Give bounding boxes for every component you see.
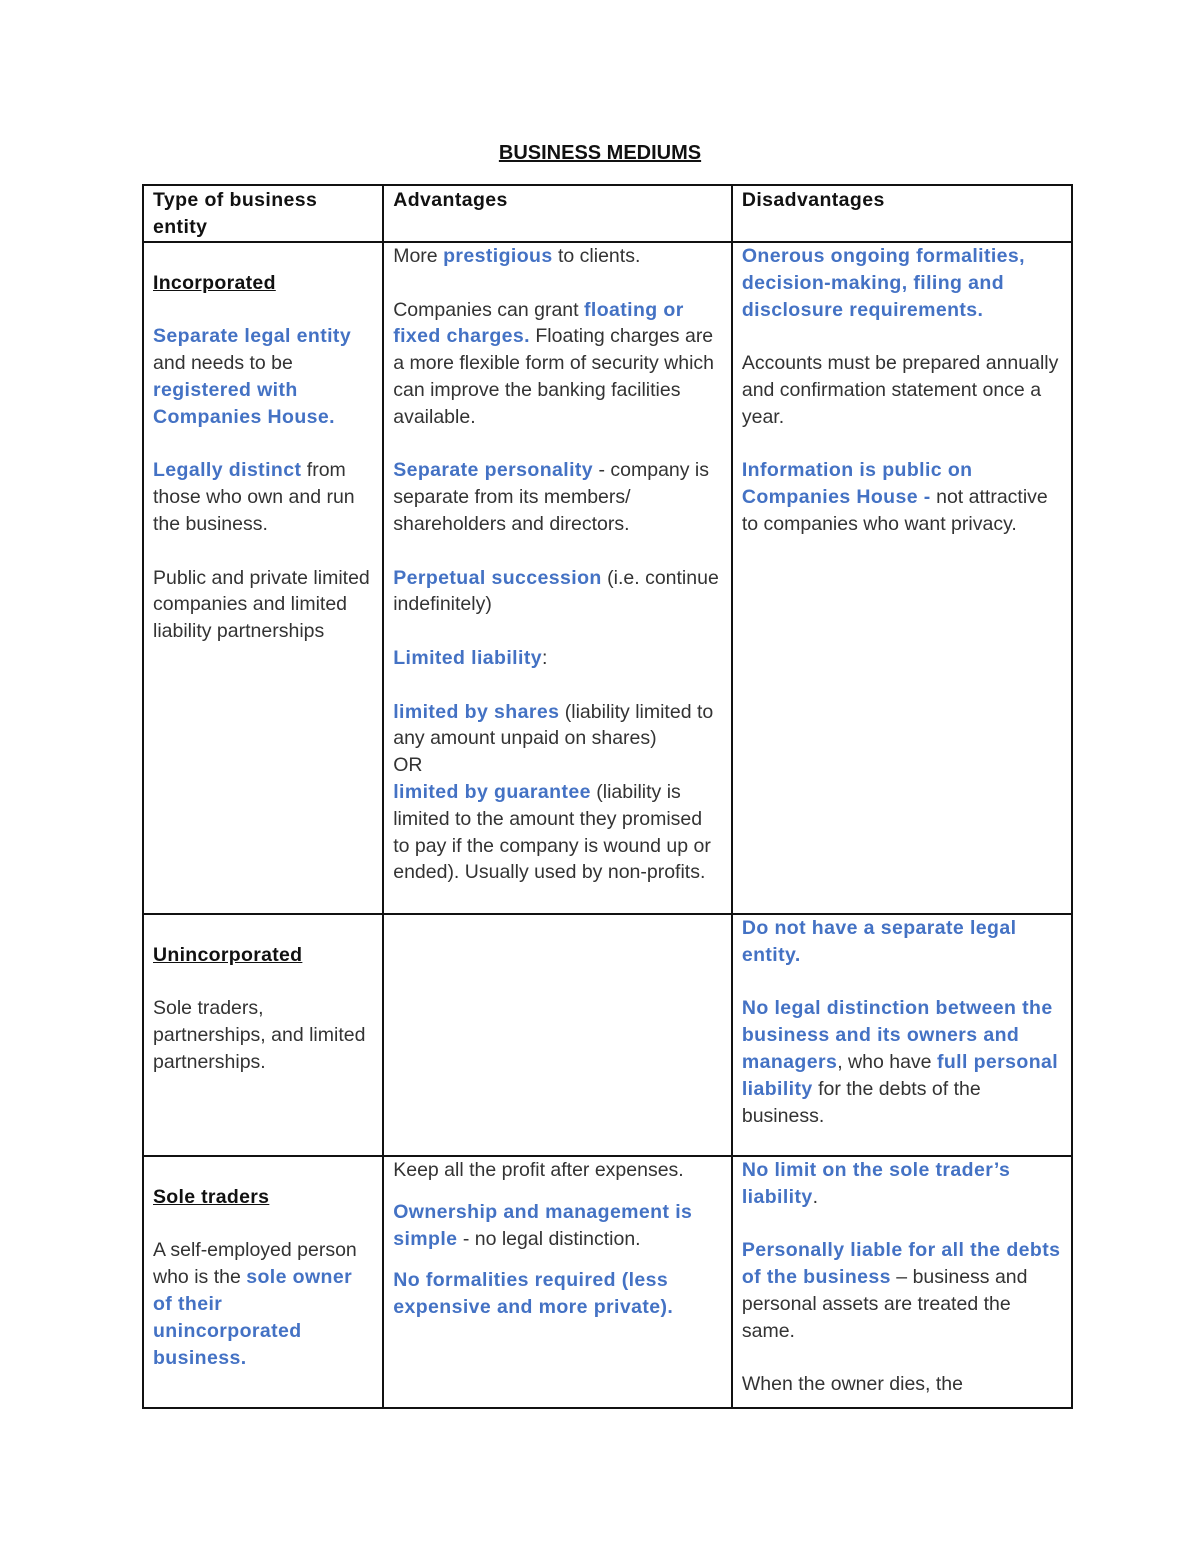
- table-row-sole-traders: [143, 1156, 1072, 1408]
- sole-traders-type-cell: [143, 1156, 383, 1408]
- sole-traders-adv-2: Ownership and management is simple - no legal distinction.: [393, 1200, 693, 1250]
- unincorporated-disadvantages-cell: [732, 914, 1072, 1156]
- page-title: BUSINESS MEDIUMS: [498, 142, 702, 164]
- sole-traders-adv-1: Keep all the profit after expenses.: [393, 1159, 684, 1181]
- sole-traders-title: Sole traders: [153, 1185, 270, 1208]
- incorporated-title: Incorporated: [153, 271, 276, 294]
- unincorporated-advantages-cell: [383, 914, 732, 1156]
- header-type: Type of business entity: [143, 185, 383, 242]
- sole-traders-dis-2: Personally liable for all the debts of the business – business and personal assets are treated the same.: [741, 1239, 1061, 1342]
- business-mediums-table: [142, 184, 1073, 1409]
- table-row-incorporated: [143, 242, 1072, 914]
- sole-traders-dis-1: No limit on the sole trader’s liability.: [741, 1159, 1011, 1208]
- unincorporated-dis-1: Do not have a separate legal entity.: [741, 917, 1017, 966]
- table-header-row: [143, 185, 1072, 242]
- unincorporated-type-cell: [143, 914, 383, 1156]
- sole-traders-dis-3: When the owner dies, the: [741, 1373, 963, 1396]
- incorporated-dis-1: Onerous ongoing formalities, decision-making, filing and disclosure requirements.: [741, 245, 1025, 321]
- sole-traders-adv-3: No formalities required (less expensive and more private).: [393, 1269, 674, 1319]
- incorporated-adv-2: Companies can grant floating or fixed charges. Floating charges are a more flexible form of security which can improve the banking facilities available.: [393, 298, 714, 428]
- incorporated-adv-5: Limited liability:: [393, 646, 548, 669]
- header-advantages: Advantages: [383, 185, 732, 242]
- incorporated-adv-3: Separate personality - company is separate from its members/ shareholders and directors.: [393, 459, 710, 535]
- incorporated-adv-or: OR: [393, 754, 423, 777]
- header-disadvantages: Disadvantages: [732, 185, 1072, 242]
- incorporated-type-cell: [143, 242, 383, 914]
- incorporated-adv-6: limited by shares (liability limited to any amount unpaid on shares): [393, 700, 714, 750]
- incorporated-type-para-2: Legally distinct from those who own and run the business.: [153, 459, 355, 535]
- incorporated-adv-4: Perpetual succession (i.e. continue indefinitely): [393, 566, 719, 616]
- sole-traders-type-para-1: A self-employed person who is the sole owner of their unincorporated business.: [153, 1239, 357, 1369]
- incorporated-adv-1: More prestigious to clients.: [393, 245, 641, 267]
- unincorporated-type-para-1: Sole traders, partnerships, and limited partnerships.: [153, 997, 366, 1073]
- unincorporated-dis-2: No legal distinction between the business and its owners and managers, who have full personal liability for the debts of the business.: [741, 997, 1059, 1127]
- incorporated-type-para-1: Separate legal entity and needs to be registered with Companies House.: [153, 325, 352, 428]
- sole-traders-disadvantages-cell: [732, 1156, 1072, 1408]
- unincorporated-title: Unincorporated: [153, 943, 303, 966]
- incorporated-adv-7: limited by guarantee (liability is limited to the amount they promised to pay if the company is wound up or ended). Usually used by non-profits.: [393, 780, 711, 884]
- incorporated-advantages-cell: [383, 242, 732, 914]
- incorporated-disadvantages-cell: [732, 242, 1072, 914]
- incorporated-type-para-3: Public and private limited companies and limited liability partnerships: [153, 566, 370, 643]
- incorporated-dis-3: Information is public on Companies House - not attractive to companies who want privacy.: [741, 459, 1048, 535]
- sole-traders-advantages-cell: [383, 1156, 732, 1408]
- incorporated-dis-2: Accounts must be prepared annually and confirmation statement once a year.: [741, 352, 1059, 428]
- table-row-unincorporated: [143, 914, 1072, 1156]
